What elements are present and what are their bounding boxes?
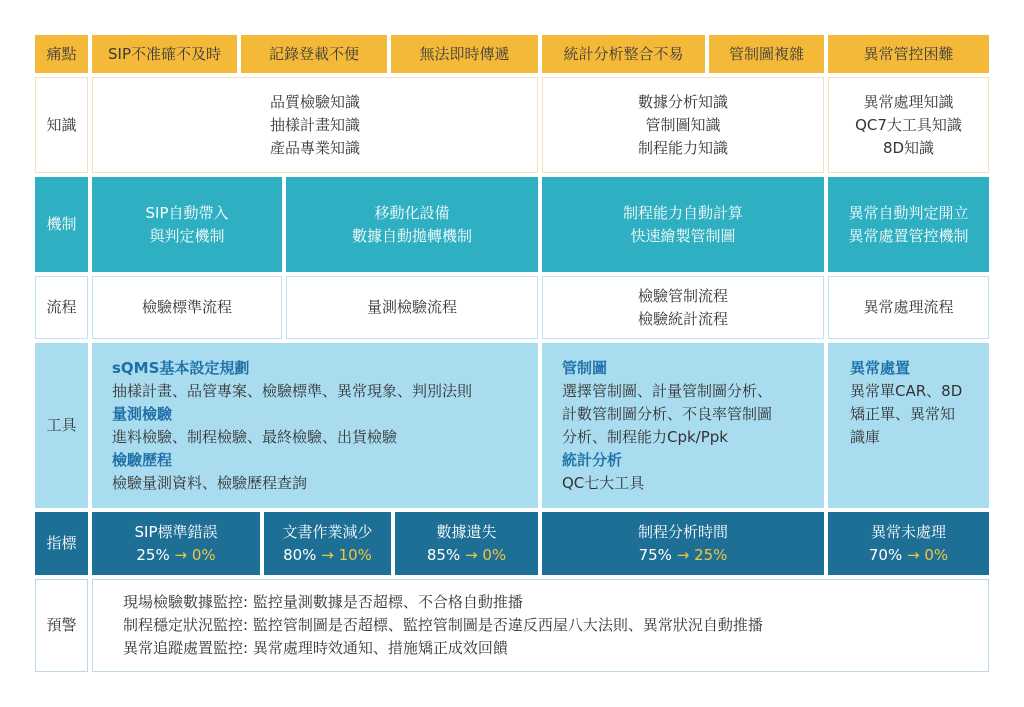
- label-text: 機制: [46, 215, 77, 233]
- process-cell-c: [542, 276, 824, 339]
- mechanism-line: 數據自動拋轉機制: [351, 226, 472, 245]
- knowledge-line: 管制圖知識: [645, 115, 721, 134]
- process-cell-d: [828, 276, 989, 339]
- label-text: 知識: [46, 115, 77, 134]
- mechanism-line: 快速繪製管制圖: [630, 226, 736, 245]
- metric-name: 制程分析時間: [637, 522, 728, 541]
- row-label-metrics: [35, 512, 88, 575]
- pain-text: 統計分析整合不易: [563, 44, 684, 63]
- warning-line: 制程穩定狀況監控: 監控管制圖是否超標、監控管制圖是否違反西屋八大法則、異常狀況自動推播: [123, 616, 763, 634]
- label-text: 指標: [46, 534, 77, 552]
- mechanism-line: 制程能力自動計算: [622, 203, 743, 222]
- tools-heading: 量測檢驗: [112, 404, 173, 423]
- row-label-process: [35, 276, 88, 339]
- tools-text: QC七大工具: [562, 473, 645, 492]
- label-text: 預警: [46, 616, 77, 634]
- mechanism-cell-a: [92, 177, 282, 272]
- pain-cell-2: [241, 35, 387, 73]
- mechanism-line: 移動化設備: [374, 203, 450, 222]
- knowledge-line: 8D知識: [882, 138, 935, 157]
- tools-cell-c: [828, 343, 989, 508]
- metric-cell-2: [264, 512, 391, 575]
- pain-text: 記錄登載不便: [268, 44, 359, 63]
- process-cell-a: [92, 276, 282, 339]
- metric-cell-3: [395, 512, 538, 575]
- knowledge-line: 抽樣計畫知識: [269, 115, 360, 134]
- tools-cell-b: [542, 343, 824, 508]
- tools-text: 異常單CAR、8D: [850, 382, 963, 400]
- knowledge-line: QC7大工具知識: [855, 115, 962, 134]
- row-label-knowledge: [35, 77, 88, 173]
- arrow-icon: →: [906, 545, 920, 564]
- pain-text: SIP不准確不及時: [108, 44, 221, 63]
- tools-heading: 統計分析: [562, 450, 623, 469]
- label-text: 痛點: [46, 44, 77, 63]
- knowledge-line: 數據分析知識: [637, 92, 728, 111]
- process-line: 檢驗管制流程: [637, 286, 728, 305]
- metric-value: 80% → 10%: [283, 545, 372, 564]
- mechanism-line: 異常自動判定開立: [848, 203, 969, 222]
- metric-value: 25% → 0%: [136, 545, 216, 564]
- arrow-icon: →: [174, 545, 188, 564]
- label-text: 工具: [46, 416, 77, 434]
- knowledge-cell-a: [92, 77, 538, 173]
- pain-cell-4: [542, 35, 705, 73]
- row-label-warning: [35, 579, 88, 672]
- row-label-tools: [35, 343, 88, 508]
- tools-text: 識庫: [850, 428, 881, 446]
- mechanism-cell-d: [828, 177, 989, 272]
- tools-text: 計數管制圖分析、不良率管制圖: [562, 404, 773, 423]
- metric-value: 70% → 0%: [868, 545, 949, 564]
- warning-cell: [92, 579, 989, 672]
- process-text: 檢驗標準流程: [141, 298, 232, 316]
- metric-cell-1: [92, 512, 260, 575]
- mechanism-line: 與判定機制: [149, 226, 225, 245]
- metric-value: 85% → 0%: [426, 545, 507, 564]
- pain-text: 無法即時傳遞: [419, 44, 510, 63]
- knowledge-cell-b: [542, 77, 824, 173]
- tools-cell-a: [92, 343, 538, 508]
- arrow-icon: →: [676, 545, 690, 564]
- metric-name: 文書作業減少: [282, 522, 373, 541]
- tools-text: 矯正單、異常知: [850, 405, 956, 423]
- metric-cell-4: [542, 512, 824, 575]
- tools-text: 分析、制程能力Cpk/Ppk: [562, 427, 728, 446]
- knowledge-line: 異常處理知識: [863, 92, 954, 111]
- pain-text: 異常管控困難: [863, 44, 954, 63]
- mechanism-cell-c: [542, 177, 824, 272]
- tools-heading: 管制圖: [562, 358, 608, 377]
- mechanism-line: 異常處置管控機制: [848, 226, 969, 245]
- row-label-mechanism: [35, 177, 88, 272]
- mechanism-cell-b: [286, 177, 538, 272]
- row-label-pain: [35, 35, 88, 73]
- label-text: 流程: [46, 298, 77, 316]
- process-line: 檢驗統計流程: [637, 309, 728, 328]
- metric-name: SIP標準錯誤: [134, 522, 218, 541]
- tools-text: 檢驗量測資料、檢驗歷程查詢: [112, 473, 308, 492]
- metric-value: 75% → 25%: [638, 545, 728, 564]
- tools-text: 進料檢驗、制程檢驗、最終檢驗、出貨檢驗: [112, 427, 398, 446]
- metric-name: 數據遺失: [436, 522, 497, 541]
- metric-name: 異常未處理: [870, 522, 946, 541]
- knowledge-line: 制程能力知識: [637, 138, 728, 157]
- pain-cell-1: [92, 35, 237, 73]
- process-cell-b: [286, 276, 538, 339]
- tools-heading: 檢驗歷程: [112, 450, 173, 469]
- tools-heading: 異常處置: [850, 359, 911, 377]
- pain-cell-3: [391, 35, 538, 73]
- knowledge-line: 品質檢驗知識: [269, 92, 360, 111]
- knowledge-line: 產品專業知識: [269, 138, 360, 157]
- tools-text: 選擇管制圖、計量管制圖分析、: [562, 381, 773, 400]
- warning-line: 異常追蹤處置監控: 異常處理時效通知、措施矯正成效回饋: [123, 639, 508, 657]
- mechanism-line: SIP自動帶入: [145, 203, 229, 222]
- metric-cell-5: [828, 512, 989, 575]
- warning-line: 現場檢驗數據監控: 監控量測數據是否超標、不合格自動推播: [123, 593, 523, 611]
- pain-text: 管制圖複雜: [728, 44, 804, 63]
- arrow-icon: →: [464, 545, 478, 564]
- arrow-icon: →: [321, 545, 334, 564]
- pain-cell-5: [709, 35, 824, 73]
- knowledge-cell-c: [828, 77, 989, 173]
- tools-text: 抽樣計畫、品管專案、檢驗標準、異常現象、判別法則: [112, 381, 473, 400]
- tools-heading: sQMS基本設定規劃: [112, 358, 250, 377]
- pain-cell-6: [828, 35, 989, 73]
- process-text: 異常處理流程: [863, 298, 954, 316]
- process-text: 量測檢驗流程: [366, 298, 457, 316]
